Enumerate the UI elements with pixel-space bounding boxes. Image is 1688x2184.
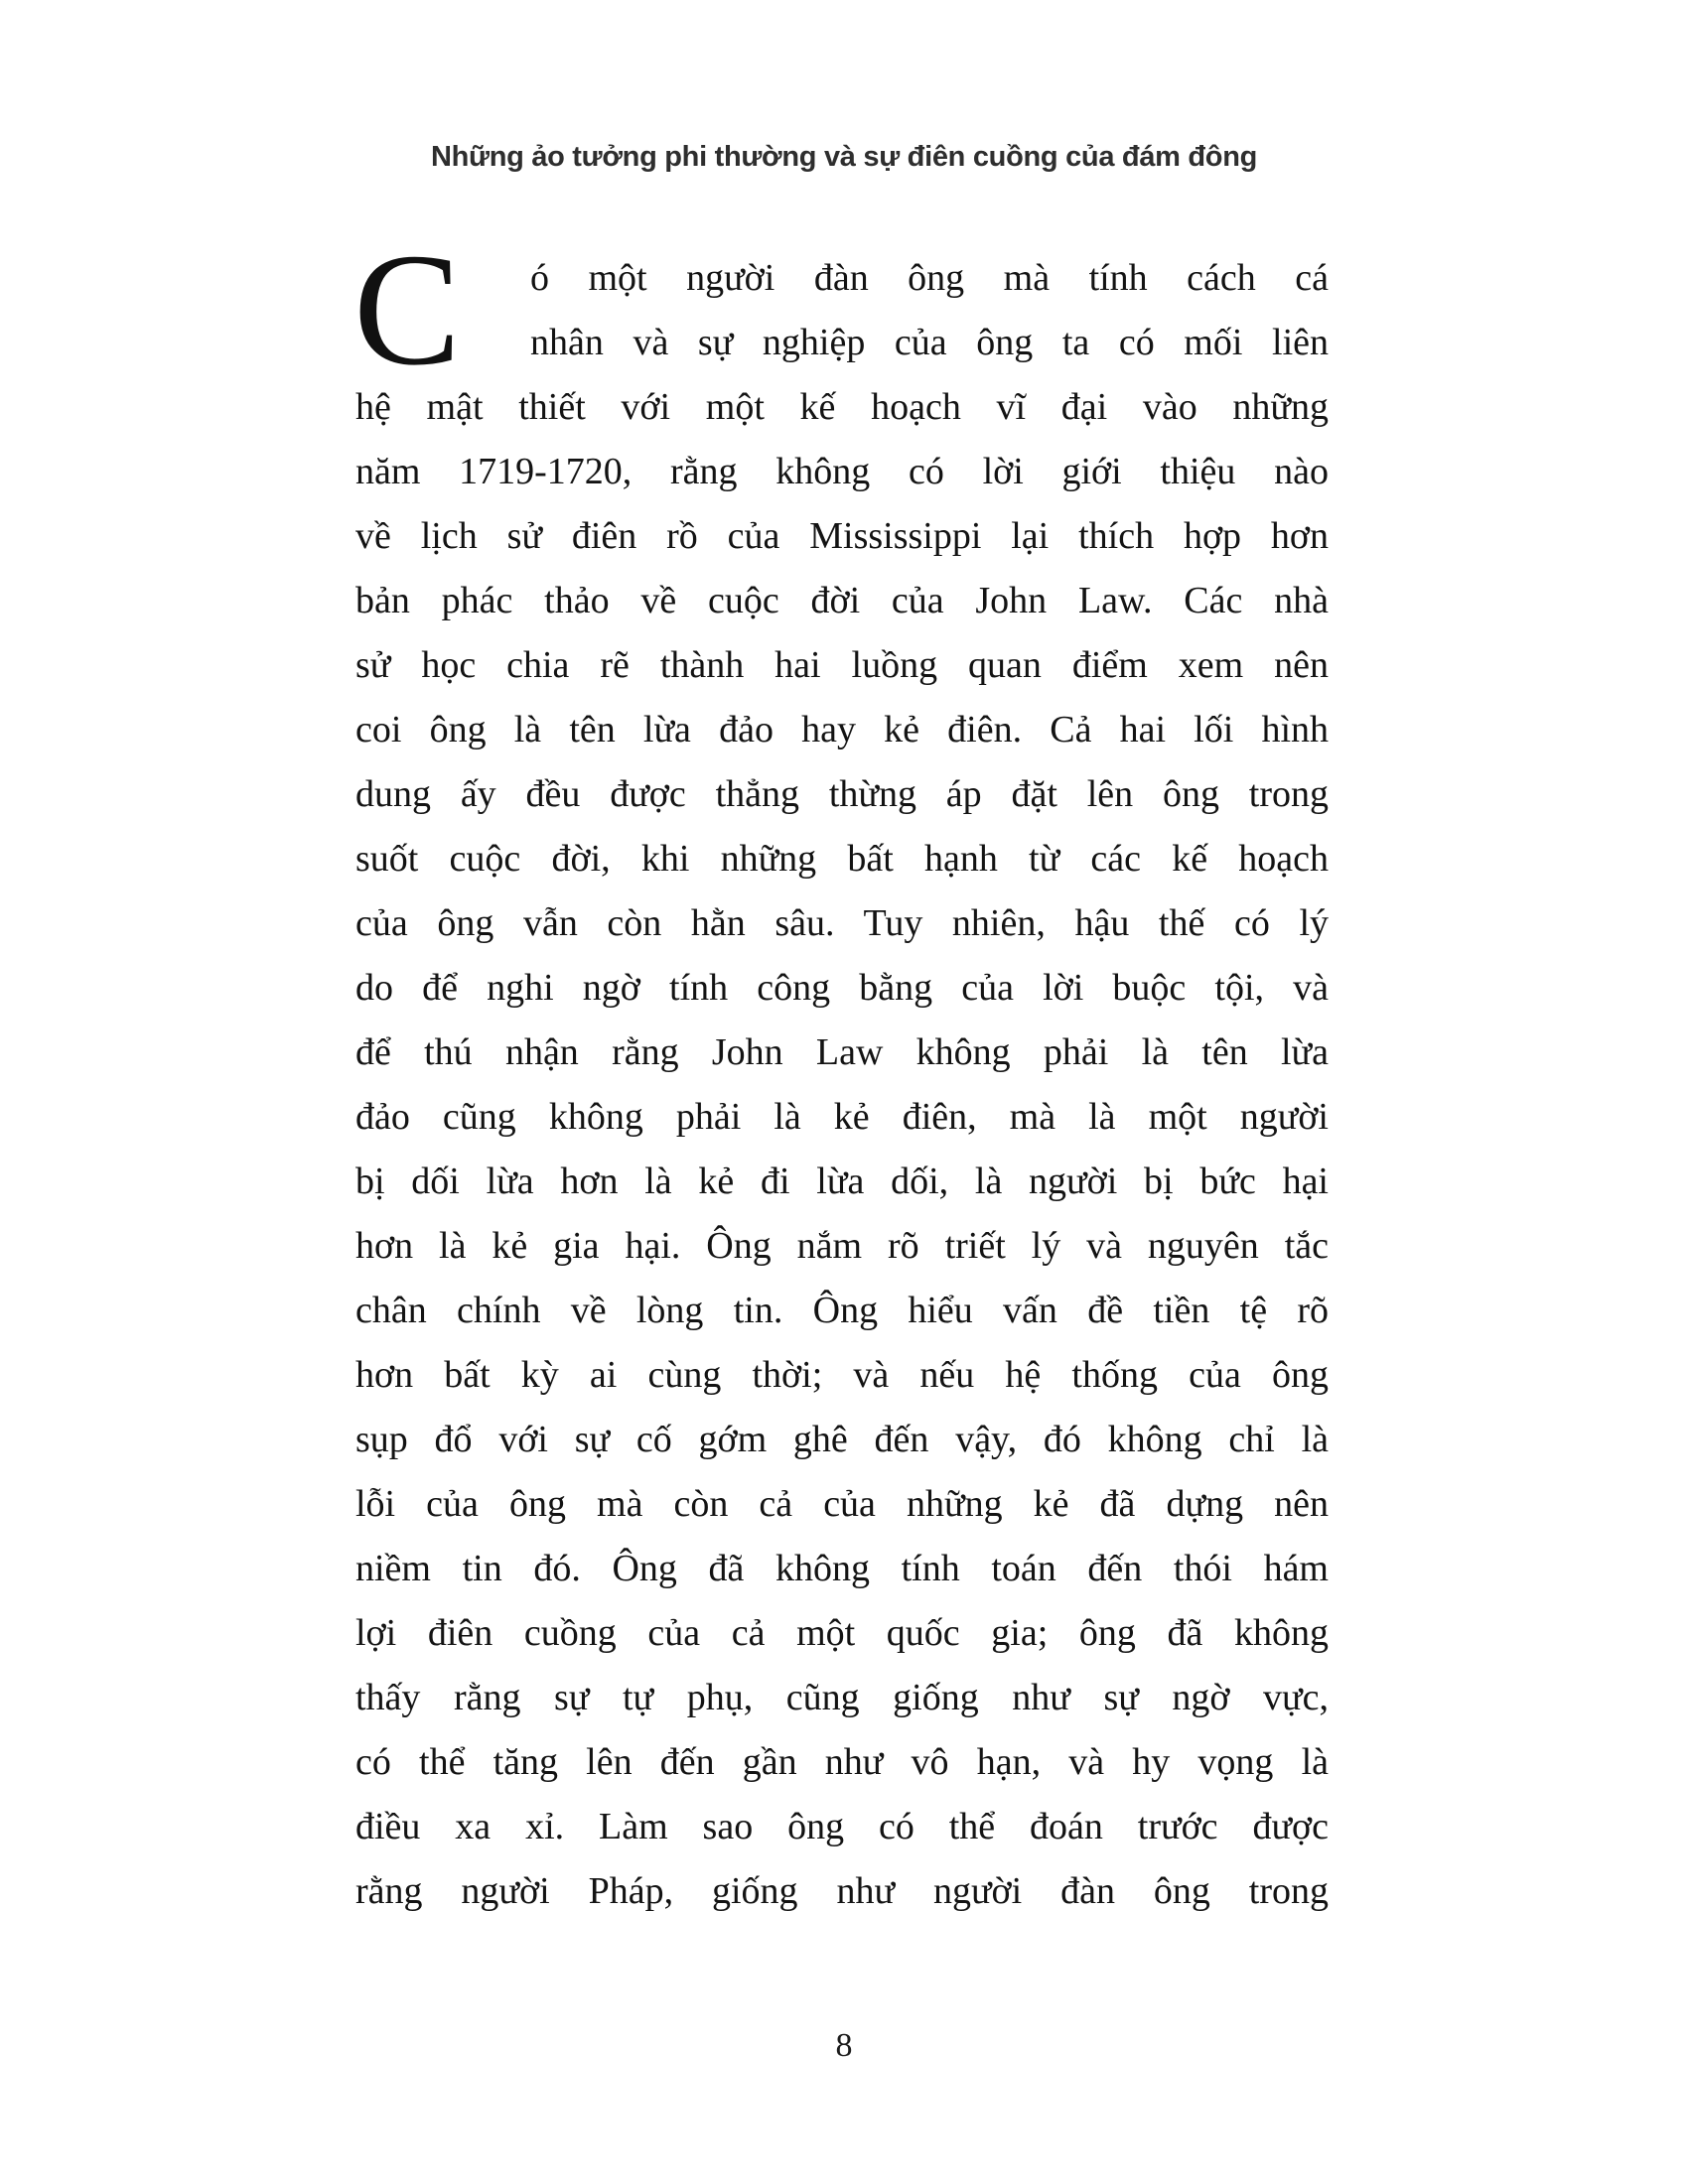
text-line: bản phác thảo về cuộc đời của John Law. Các nhà <box>355 580 1329 621</box>
text-line: điều xa xỉ. Làm sao ông có thể đoán trước được <box>355 1806 1329 1847</box>
text-line: suốt cuộc đời, khi những bất hạnh từ các kế hoạch <box>355 838 1329 880</box>
text-line: sụp đổ với sự cố gớm ghê đến vậy, đó không chỉ là <box>355 1419 1329 1460</box>
body-text <box>353 221 1329 1924</box>
text-line: hơn bất kỳ ai cùng thời; và nếu hệ thống của ông <box>355 1354 1329 1396</box>
paragraph-opening <box>353 221 1329 399</box>
text-line: đảo cũng không phải là kẻ điên, mà là một người <box>355 1096 1329 1138</box>
text-line: do để nghi ngờ tính công bằng của lời buộc tội, và <box>355 967 1329 1009</box>
text-line: hơn là kẻ gia hại. Ông nắm rõ triết lý và nguyên tắc <box>355 1225 1329 1267</box>
text-line: hệ mật thiết với một kế hoạch vĩ đại vào những <box>355 386 1329 428</box>
text-line: niềm tin đó. Ông đã không tính toán đến thói hám <box>355 1548 1329 1589</box>
drop-cap: C <box>353 221 462 399</box>
body-lines <box>355 375 1329 1924</box>
text-line: chân chính về lòng tin. Ông hiểu vấn đề tiền tệ rõ <box>355 1290 1329 1331</box>
text-line: để thú nhận rằng John Law không phải là tên lừa <box>355 1031 1329 1073</box>
text-line: nhân và sự nghiệp của ông ta có mối liên <box>530 322 1329 363</box>
text-line: sử học chia rẽ thành hai luồng quan điểm xem nên <box>355 644 1329 686</box>
text-line: lợi điên cuồng của cả một quốc gia; ông đã không <box>355 1612 1329 1654</box>
text-line: của ông vẫn còn hằn sâu. Tuy nhiên, hậu thế có lý <box>355 902 1329 944</box>
text-line: bị dối lừa hơn là kẻ đi lừa dối, là người bị bức hại <box>355 1160 1329 1202</box>
text-line: thấy rằng sự tự phụ, cũng giống như sự ngờ vực, <box>355 1677 1329 1718</box>
text-line: về lịch sử điên rồ của Mississippi lại thích hợp hơn <box>355 515 1329 557</box>
text-line: rằng người Pháp, giống như người đàn ông trong <box>355 1870 1329 1912</box>
text-line: ó một người đàn ông mà tính cách cá <box>530 257 1329 299</box>
text-line: coi ông là tên lừa đảo hay kẻ điên. Cả hai lối hình <box>355 709 1329 751</box>
text-line: năm 1719-1720, rằng không có lời giới thiệu nào <box>355 451 1329 492</box>
text-line: dung ấy đều được thẳng thừng áp đặt lên ông trong <box>355 773 1329 815</box>
text-line: lỗi của ông mà còn cả của những kẻ đã dựng nên <box>355 1483 1329 1525</box>
running-header: Những ảo tưởng phi thường và sự điên cuồng của đám đông <box>430 141 1258 173</box>
page-number: 8 <box>835 2027 853 2064</box>
text-line: có thể tăng lên đến gần như vô hạn, và hy vọng là <box>355 1741 1329 1783</box>
